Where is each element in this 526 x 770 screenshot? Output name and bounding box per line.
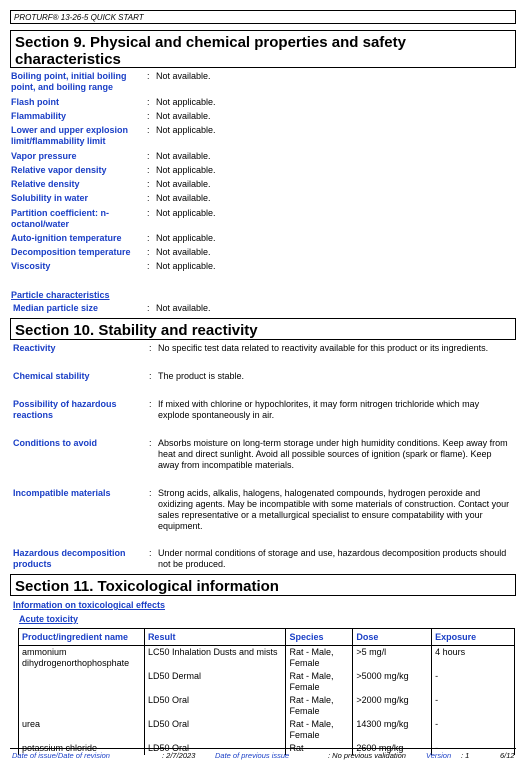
property-label: Partition coefficient: n-octanol/water xyxy=(11,208,110,229)
colon-separator: : xyxy=(149,399,152,409)
column-header: Dose xyxy=(353,629,432,646)
property-label: Vapor pressure xyxy=(11,151,77,161)
table-cell-species: Rat xyxy=(286,742,353,755)
property-label: Flammability xyxy=(11,111,67,121)
colon-separator: : xyxy=(147,179,150,189)
table-cell-result: LD50 Dermal xyxy=(144,670,286,694)
colon-separator: : xyxy=(147,71,150,81)
property-value: Not available. xyxy=(156,193,211,203)
stability-value: The product is stable. xyxy=(158,371,245,381)
section-9-title-text: Section 9. Physical and chemical properties and safety characteristics xyxy=(15,34,406,68)
property-value: Not applicable. xyxy=(156,208,216,218)
colon-separator: : xyxy=(147,111,150,121)
property-value: Not applicable. xyxy=(156,165,216,175)
property-value: Not applicable. xyxy=(156,97,216,107)
version-value: : 1 xyxy=(461,751,470,760)
property-label: Viscosity xyxy=(11,261,51,271)
table-cell-name xyxy=(19,694,145,718)
table-row xyxy=(19,670,515,694)
table-cell-dose: >5 mg/l xyxy=(353,646,432,671)
table-cell-exposure: - xyxy=(432,694,515,718)
previous-issue-value: : No previous validation xyxy=(328,751,406,760)
property-value: Not available. xyxy=(156,71,211,81)
table-cell-dose: >5000 mg/kg xyxy=(353,670,432,694)
document-header xyxy=(10,10,516,24)
table-cell-name: potassium chloride xyxy=(19,742,145,755)
table-cell-exposure: - xyxy=(432,670,515,694)
stability-label: Chemical stability xyxy=(13,371,90,381)
table-cell-result: LD50 Oral xyxy=(144,694,286,718)
section-10-title-text: Section 10. Stability and reactivity xyxy=(15,322,258,339)
property-value: Not available. xyxy=(156,303,211,313)
version-label: Version xyxy=(426,751,452,760)
property-value: Not available. xyxy=(156,151,211,161)
property-label: Boiling point, initial boiling point, and boiling range xyxy=(11,71,127,92)
colon-separator: : xyxy=(147,97,150,107)
table-cell-result: LC50 Inhalation Dusts and mists xyxy=(144,646,286,671)
property-label: Auto-ignition temperature xyxy=(11,233,122,243)
table-cell-dose: 14300 mg/kg xyxy=(353,718,432,742)
document-footer xyxy=(10,748,516,763)
acute-toxicity-table xyxy=(18,628,515,755)
property-label: Lower and upper explosion limit/flammability limit xyxy=(11,125,129,146)
property-value: Not applicable. xyxy=(156,233,216,243)
stability-label: Hazardous decomposition products xyxy=(13,548,126,569)
table-cell-name: ammonium dihydrogenorthophosphate xyxy=(19,646,145,671)
previous-issue-label: Date of previous issue xyxy=(215,751,290,760)
table-cell-exposure: 4 hours xyxy=(432,646,515,671)
table-row xyxy=(19,718,515,742)
colon-separator: : xyxy=(149,548,152,558)
section-9-title xyxy=(10,30,516,68)
colon-separator: : xyxy=(147,125,150,135)
toxicological-effects-heading: Information on toxicological effects xyxy=(13,600,166,610)
colon-separator: : xyxy=(149,438,152,448)
table-cell-species: Rat - Male, Female xyxy=(286,670,353,694)
property-value: Not applicable. xyxy=(156,125,216,135)
colon-separator: : xyxy=(147,303,150,313)
colon-separator: : xyxy=(147,193,150,203)
property-value: Not available. xyxy=(156,111,211,121)
property-value: Not applicable. xyxy=(156,261,216,271)
table-cell-result: LD50 Oral xyxy=(144,718,286,742)
stability-label: Incompatible materials xyxy=(13,488,111,498)
property-label: Flash point xyxy=(11,97,59,107)
acute-toxicity-heading: Acute toxicity xyxy=(19,614,79,624)
property-value: Not available. xyxy=(156,179,211,189)
colon-separator: : xyxy=(147,165,150,175)
table-cell-name xyxy=(19,670,145,694)
table-cell-name: urea xyxy=(19,718,145,742)
table-row xyxy=(19,646,515,671)
colon-separator: : xyxy=(147,233,150,243)
issue-date-value: : 2/7/2023 xyxy=(162,751,196,760)
property-value: Not available. xyxy=(156,247,211,257)
colon-separator: : xyxy=(147,208,150,218)
property-label: Relative vapor density xyxy=(11,165,107,175)
colon-separator: : xyxy=(149,343,152,353)
column-header: Product/ingredient name xyxy=(19,629,145,646)
colon-separator: : xyxy=(149,488,152,498)
table-cell-species: Rat - Male, Female xyxy=(286,694,353,718)
colon-separator: : xyxy=(147,247,150,257)
table-cell-dose: 2600 mg/kg xyxy=(353,742,432,755)
table-cell-dose: >2000 mg/kg xyxy=(353,694,432,718)
table-cell-exposure: - xyxy=(432,742,515,755)
particle-characteristics-heading: Particle characteristics xyxy=(11,290,110,300)
property-label: Decomposition temperature xyxy=(11,247,131,257)
stability-value: Under normal conditions of storage and use, hazardous decomposition products should not be produced. xyxy=(158,548,507,569)
column-header: Exposure xyxy=(432,629,515,646)
stability-label: Possibility of hazardous reactions xyxy=(13,399,117,420)
stability-value: If mixed with chlorine or hypochlorites, it may form nitrogen trichloride which may explode spontaneously in air. xyxy=(158,399,480,420)
section-10-title xyxy=(10,318,516,340)
stability-value: No specific test data related to reactivity available for this product or its ingredients. xyxy=(158,343,489,353)
section-11-title-text: Section 11. Toxicological information xyxy=(15,578,279,595)
page-number: 6/12 xyxy=(500,751,515,760)
colon-separator: : xyxy=(147,151,150,161)
table-row xyxy=(19,694,515,718)
stability-value: Absorbs moisture on long-term storage under high humidity conditions. Keep away from heat and direct sunlight. Avoid all possible sources of ignition (spark or flame). Keep away from incompatible materials. xyxy=(158,438,508,470)
property-label: Median particle size xyxy=(13,303,99,313)
product-name: PROTURF® 13-26-5 QUICK START xyxy=(14,13,144,22)
stability-label: Reactivity xyxy=(13,343,56,353)
colon-separator: : xyxy=(147,261,150,271)
column-header: Result xyxy=(144,629,286,646)
table-header-row xyxy=(19,629,515,646)
section-11-title xyxy=(10,574,516,596)
property-label: Relative density xyxy=(11,179,80,189)
stability-label: Conditions to avoid xyxy=(13,438,97,448)
table-cell-species: Rat - Male, Female xyxy=(286,646,353,671)
table-cell-species: Rat - Male, Female xyxy=(286,718,353,742)
property-label: Solubility in water xyxy=(11,193,89,203)
column-header: Species xyxy=(286,629,353,646)
colon-separator: : xyxy=(149,371,152,381)
stability-value: Strong acids, alkalis, halogens, halogenated compounds, hydrogen peroxide and oxidizing agents. May be incompatible with some materials of construction. Contact your sales representative or a metallurgical specialist to ensure compatability with your equipment. xyxy=(158,488,510,531)
table-cell-exposure: - xyxy=(432,718,515,742)
issue-date-label: Date of issue/Date of revision xyxy=(12,751,110,760)
table-cell-result: LD50 Oral xyxy=(144,742,286,755)
